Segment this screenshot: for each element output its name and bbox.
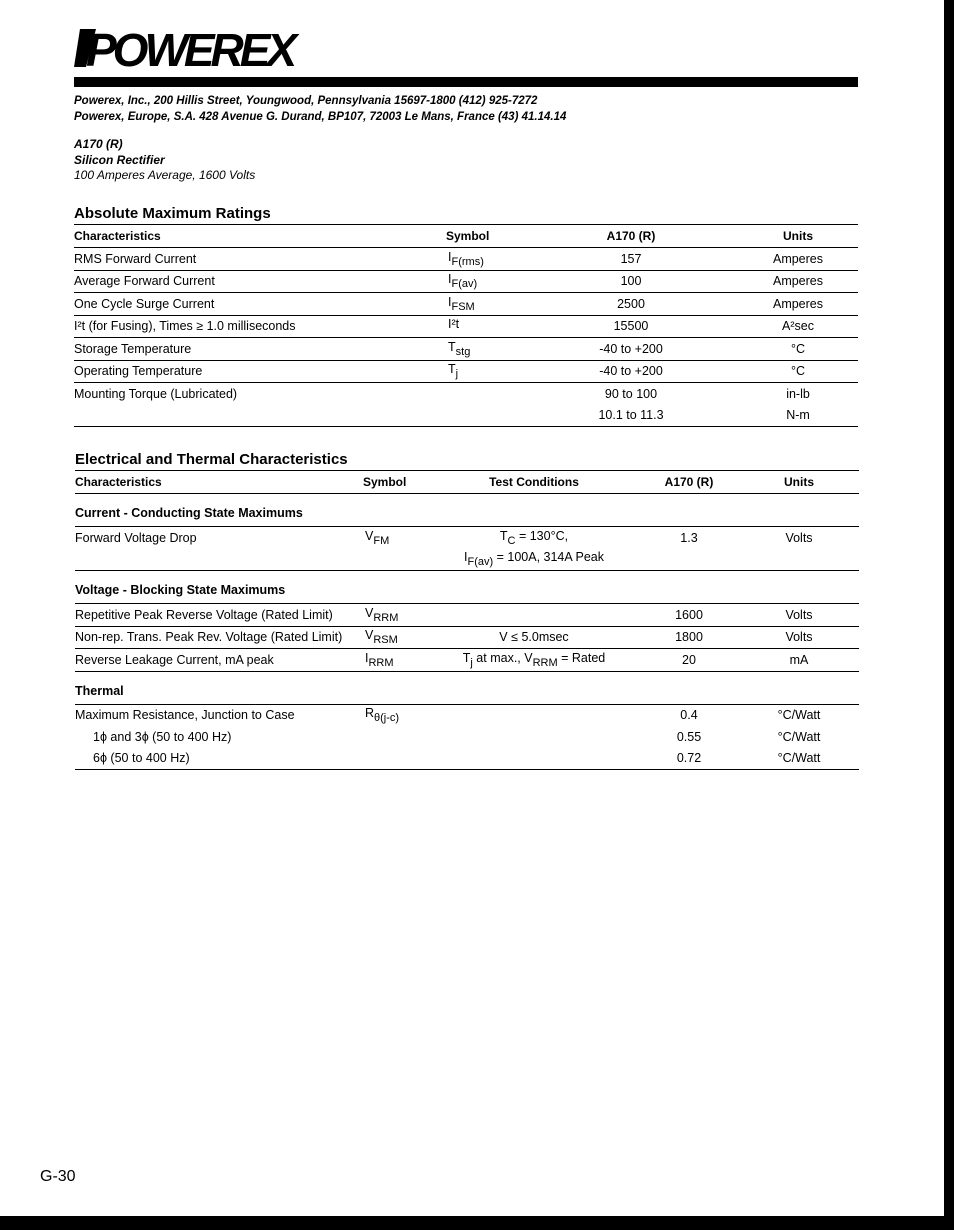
char-cell: Reverse Leakage Current, mA peak [75,649,357,672]
col-header: Test Conditions [429,471,639,494]
symbol-cell: $I_{F(rms)}$ [404,248,524,271]
unit-cell: °C [738,360,858,383]
col-header: Symbol [357,471,429,494]
table-row [74,360,858,383]
char-cell: Repetitive Peak Reverse Voltage (Rated Limit) [75,604,357,627]
symbol-cell [404,383,524,405]
char-cell: Maximum Resistance, Junction to Case [75,708,295,723]
unit-cell: A²sec [738,315,858,338]
group-row [75,571,859,604]
char-cell: Average Forward Current [74,270,404,293]
table-row [74,293,858,316]
value-cell: -40 to +200 [524,360,738,383]
unit-cell: Volts [785,530,813,545]
char-cell: Forward Voltage Drop [75,530,197,545]
group-row [75,494,859,527]
unit-cell: °C [738,338,858,361]
abs-max-title: Absolute Maximum Ratings [74,205,271,222]
table-row [75,748,859,770]
condition-cell: $I_{F(av)} = 100A$, 314A Peak [429,549,639,571]
table-row [75,649,859,672]
char-cell: I²t (for Fusing), Times ≥ 1.0 milliseconds [74,315,404,338]
value-cell: 100 [524,270,738,293]
unit-cell: in-lb [786,386,810,401]
char-cell: 1ϕ and 3ϕ (50 to 400 Hz) [93,729,232,744]
value-cell: 0.4 [680,708,698,723]
abs-max-table [74,224,858,427]
table-row [74,270,858,293]
unit-cell: Volts [739,626,859,649]
product-rating: 100 Amperes Average, 1600 Volts [74,168,256,182]
unit-cell: Amperes [738,248,858,271]
value-cell: 1600 [639,604,739,627]
table-row [74,405,858,427]
char-cell: Operating Temperature [74,360,404,383]
unit-cell: Volts [739,604,859,627]
table-row [75,604,859,627]
part-number: A170 (R) [74,137,123,151]
col-header: A170 (R) [639,471,739,494]
table-row [74,383,858,405]
char-cell: RMS Forward Current [74,248,404,271]
value-cell: 157 [524,248,738,271]
unit-cell: °C/Watt [777,729,821,744]
unit-cell: N-m [738,405,858,427]
group-row [75,671,859,704]
value-cell: 2500 [524,293,738,316]
symbol-cell: $V_{RRM}$ [357,604,429,627]
value-cell: -40 to +200 [524,338,738,361]
value-cell: 15500 [524,315,738,338]
value-cell: 1800 [639,626,739,649]
condition-cell: V ≤ 5.0msec [429,626,639,649]
table-row [74,338,858,361]
header-rule [74,77,858,87]
unit-cell: Amperes [738,293,858,316]
unit-cell: °C/Watt [739,748,859,770]
char-cell: Mounting Torque (Lubricated) [74,386,238,401]
elec-title: Electrical and Thermal Characteristics [75,451,348,468]
char-cell [74,405,404,427]
symbol-cell: $T_{stg}$ [404,338,524,361]
address-us: Powerex, Inc., 200 Hillis Street, Youngwood, Pennsylvania 15697-1800 (412) 925-7272 [74,95,538,107]
symbol-cell [404,405,524,427]
unit-cell: mA [739,649,859,672]
table-row [74,248,858,271]
symbol-cell: $V_{RSM}$ [357,626,429,649]
col-header: Units [739,471,859,494]
col-header: Characteristics [74,225,404,248]
product-type: Silicon Rectifier [74,153,165,167]
condition-cell: $T_j$ at max., $V_{RRM}$ = Rated [429,649,639,672]
table-row [75,726,859,748]
col-header: Characteristics [75,471,357,494]
value-cell: 90 to 100 [604,386,658,401]
symbol-cell: I²t [404,315,524,338]
table-row [74,315,858,338]
table-row [75,527,859,549]
col-header: Symbol [404,225,524,248]
powerex-logo [74,27,304,71]
value-cell: 0.55 [676,729,702,744]
symbol-cell: $I_{F(av)}$ [404,270,524,293]
group-label: Current - Conducting State Maximums [75,494,859,527]
value-cell: 1.3 [680,530,698,545]
condition-cell: $T_C = 130^\circ C$, [499,528,569,547]
table-row [75,704,859,726]
table-row [75,549,859,571]
page-number: G-30 [40,1168,76,1185]
symbol-cell: $V_{FM}$ [365,528,390,547]
elec-table [75,470,859,770]
address-europe: Powerex, Europe, S.A. 428 Avenue G. Durand, BP107, 72003 Le Mans, France (43) 41.14.14 [74,111,567,123]
unit-cell: °C/Watt [777,708,821,723]
char-cell: Storage Temperature [74,338,404,361]
col-header: Units [738,225,858,248]
col-header: A170 (R) [524,225,738,248]
group-label: Voltage - Blocking State Maximums [75,571,859,604]
char-cell: Non-rep. Trans. Peak Rev. Voltage (Rated Limit) [75,626,357,649]
symbol-cell: $I_{RRM}$ [357,649,429,672]
value-cell: 10.1 to 11.3 [524,405,738,427]
logo-text: POWEREX [86,27,294,71]
group-label: Thermal [75,671,859,704]
table-row [75,626,859,649]
unit-cell: Amperes [738,270,858,293]
value-cell: 20 [639,649,739,672]
char-cell: One Cycle Surge Current [74,293,404,316]
char-cell: 6ϕ (50 to 400 Hz) [75,748,357,770]
symbol-cell: $T_j$ [404,360,524,383]
value-cell: 0.72 [639,748,739,770]
symbol-cell: $I_{FSM}$ [404,293,524,316]
symbol-cell: $R_{\theta(j-c)}$ [365,706,400,725]
